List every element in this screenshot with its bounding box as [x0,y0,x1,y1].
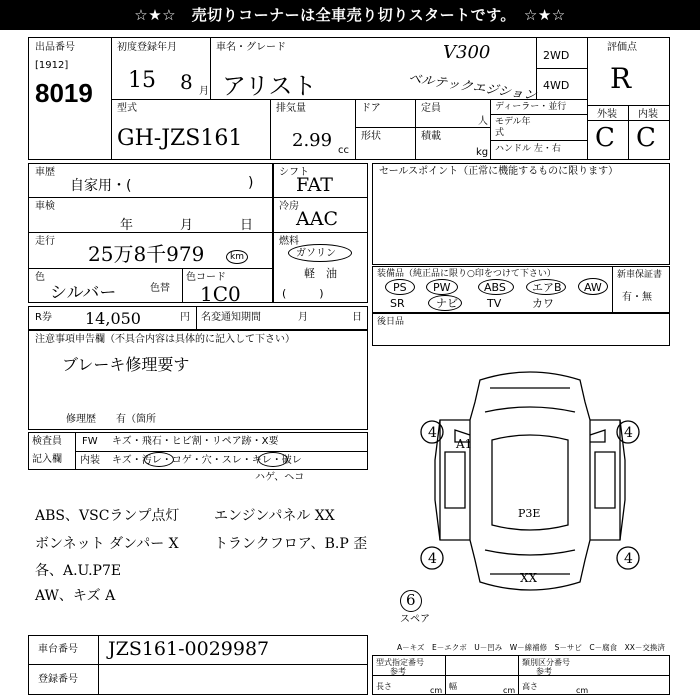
cc-unit: cc [338,145,349,156]
grade-top: V300 [443,42,491,63]
first-reg-label: 初度登録年月 [117,42,177,53]
first-reg-month: 8 [180,70,193,94]
rating-value: R [610,62,632,95]
recycle-day: 日 [352,312,362,323]
inspector-label-1: 検査員 [32,436,62,447]
mark-trunk: XX [520,571,538,585]
remark-3: ボンネット ダンパー X [35,536,179,552]
model-year-label: モデル年式 [495,117,531,138]
ac-label: 冷房 [279,201,299,212]
type-spec-sub2: 参考 [536,667,552,676]
sales-box [372,163,670,265]
use-label: 車歴 [35,167,55,178]
registration-label: 登録番号 [38,674,78,685]
spare-value: 6 [406,591,416,609]
fuel-other: ( ) [282,287,324,300]
mark-roof: P3E [518,507,541,520]
drive-4wd[interactable]: 4WD [543,79,570,92]
width-unit: cm [503,686,516,695]
month-unit: 月 [199,86,209,97]
model-label: 型式 [117,103,137,114]
fuel-label: 燃料 [279,236,299,247]
ext-items: キズ・飛石・ヒビ割・リペア跡・X要 [112,436,279,447]
legend: A－キズ E－エクボ U－凹み W－線補修 S－サビ C－腐食 XX－交換済 [397,643,665,652]
rating-label: 評価点 [607,42,637,53]
door-label: ドア [361,103,381,114]
warranty-value: 有・無 [622,292,652,303]
drive-2wd[interactable]: 2WD [543,49,570,62]
equip-leather: カワ [532,297,554,310]
inspection-month: 月 [180,218,194,233]
mark-a1: A1 [456,437,473,451]
height-unit: cm [576,686,589,695]
repair-label: 修理歴 有（箇所 [66,414,156,425]
name-label: 車名・グレード [216,42,286,53]
sales-title: セールスポイント（正常に機能するものに限ります） [379,166,619,177]
notes-text: ブレーキ修理要す [62,355,190,374]
length-unit: cm [430,686,443,695]
fuel-diesel: 軽 油 [304,267,337,280]
notes-title: 注意事項申告欄（不具合内容は具体的に記入して下さい） [35,334,295,345]
use-close: ) [248,175,254,191]
equipment-title: 装備品（純正品に限り○印をつけて下さい） [377,269,556,279]
equip-ps: PS [393,281,407,294]
chassis-label: 車台番号 [38,644,78,655]
interior-label: 内装 [638,109,658,120]
int-label: 内装 [80,455,100,466]
load-label: 積載 [421,131,441,142]
grade-sub: ベルテックエジション [407,71,538,104]
interior-value: C [636,123,656,153]
equip-aw: AW [584,281,602,294]
tire-mark-fr: 4 [624,425,633,441]
tire-mark-rl: 4 [428,551,437,567]
recycle-month: 月 [298,312,308,323]
yen-unit: 円 [180,312,190,323]
height-label: 高さ [522,682,538,691]
inspection-year: 年 [120,218,134,233]
type-spec-label: 型式指定番号 [376,658,424,667]
displacement-label: 排気量 [276,103,306,114]
fuel-gasoline: ガソリン [296,248,336,259]
remark-6: AW、キズ A [35,588,116,604]
use-value: 自家用・( [70,178,132,194]
chassis-value: JZS161-0029987 [108,638,270,660]
shift-value: FAT [296,174,333,196]
equip-sr: SR [390,297,405,310]
back-label: 後日品 [377,317,405,327]
width-label: 幅 [449,682,457,691]
remark-4: トランクフロア、B.P 歪 [214,536,368,552]
lot-code: [1912] [35,60,69,71]
warranty-label: 新車保証書 [617,270,663,280]
ac-value: AAC [296,208,338,230]
equip-navi: ナビ [436,297,458,310]
int-items: キズ・汚レ・コゲ・穴・スレ・キレ・破レ [112,455,302,466]
color-code-value: 1C0 [200,282,241,306]
mileage-unit: km [230,252,244,262]
lot-label: 出品番号 [35,42,75,53]
exterior-value: C [595,123,615,153]
tire-mark-rr: 4 [624,551,633,567]
equip-tv: TV [487,297,502,310]
remark-5: 各、A.U.P7E [35,563,122,579]
shift-label: シフト [279,167,309,178]
person-unit: 人 [478,116,488,127]
capacity-label: 定員 [421,103,441,114]
handle-label: ハンドル 左・右 [495,144,561,154]
inspection-label: 車検 [35,201,55,212]
equip-airbag: エアB [532,281,562,294]
int-note: ハゲ、ヘコ [255,472,305,483]
length-label: 長さ [376,682,392,691]
first-reg-year: 15 [128,68,156,93]
color-change-label: 色替 [150,283,170,294]
remark-1: ABS、VSCランプ点灯 [35,508,180,524]
equip-pw: PW [433,281,451,294]
kg-unit: kg [476,147,489,158]
remark-2: エンジンパネル XX [214,508,335,524]
color-value: シルバー [50,283,117,303]
type-spec-sub: 参考 [390,667,406,676]
color-label: 色 [35,272,45,283]
ext-label: FW [82,436,98,447]
inspector-label-2: 記入欄 [32,454,62,465]
equip-abs: ABS [484,281,506,294]
recycle-box [28,306,368,330]
shape-label: 形状 [361,131,381,142]
inspection-day: 日 [240,218,254,233]
color-code-label: 色コード [186,272,226,283]
tire-mark-fl: 4 [428,425,437,441]
banner: ☆★☆ 売切りコーナーは全車売り切りスタートです。 ☆★☆ [0,0,700,30]
lot-number: 8019 [35,78,93,108]
displacement-value: 2.99 [292,130,333,151]
car-name: アリスト [222,72,317,100]
dealer-label: ディーラー・並行 [495,102,567,112]
type-spec-label2: 類別区分番号 [522,658,570,667]
spare-label: スペア [400,614,430,625]
exterior-label: 外装 [597,109,617,120]
recycle-period-label: 名変通知期間 [201,312,261,323]
recycle-label: R券 [35,312,52,323]
back-items-box [372,313,670,346]
model-value: GH-JZS161 [117,126,243,151]
recycle-value: 14,050 [85,309,141,328]
car-diagram [400,360,670,600]
mileage-value: 25万8千979 [88,242,205,266]
mileage-label: 走行 [35,236,55,247]
